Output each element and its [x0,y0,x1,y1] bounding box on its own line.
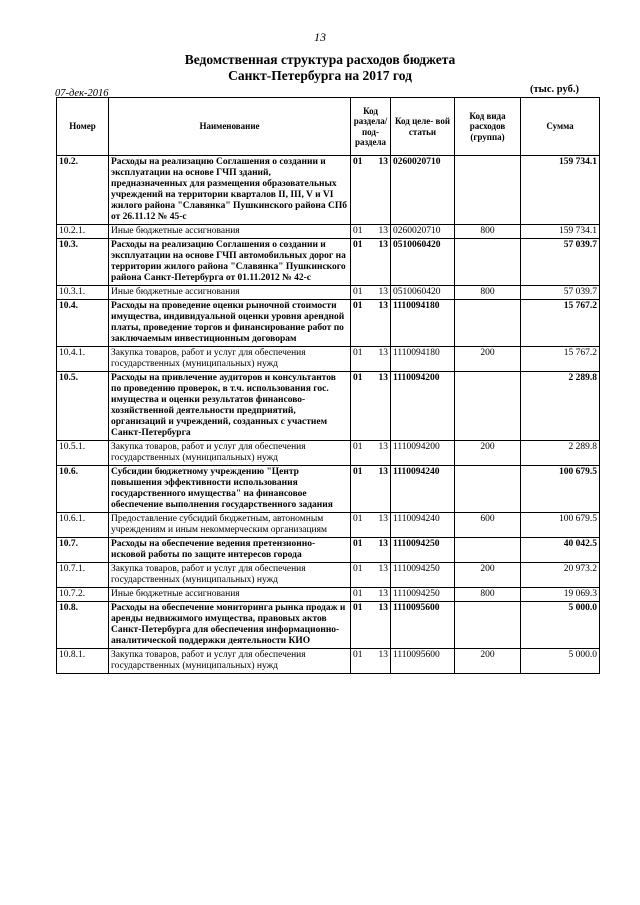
row-section-cell [351,563,391,588]
row-article-code: 0260020710 [391,156,455,225]
row-section-cell [351,649,391,674]
row-amount: 40 042.5 [521,538,600,563]
header-amount: Сумма [521,98,600,156]
table-row [57,466,600,513]
document-title [0,52,640,84]
row-article-code: 1110095600 [391,602,455,649]
row-number: 10.8. [57,602,109,649]
row-name: Закупка товаров, работ и услуг для обеспечения государственных (муниципальных) нужд [109,563,351,588]
budget-table [56,97,600,674]
row-section-cell [351,513,391,538]
row-section-cell [351,225,391,239]
table-row [57,602,600,649]
row-subsection-code: 13 [378,301,388,311]
row-article-code: 1110094200 [391,441,455,466]
document-date: 07-дек-2016 [55,88,109,99]
row-subsection-code: 13 [378,442,388,452]
row-subsection-code: 13 [378,514,388,524]
row-section-code: 01 [353,514,363,524]
row-name: Закупка товаров, работ и услуг для обеспечения государственных (муниципальных) нужд [109,441,351,466]
row-section-code: 01 [353,287,363,297]
row-section-code: 01 [353,348,363,358]
row-subsection-code: 13 [378,348,388,358]
row-expense-type: 200 [455,649,521,674]
row-expense-type [455,372,521,441]
row-section-code: 01 [353,240,363,250]
row-section-cell [351,588,391,602]
row-subsection-code: 13 [378,240,388,250]
row-name: Расходы на обеспечение ведения претензионно-исковой работы по защите интересов города [109,538,351,563]
row-article-code: 1110094180 [391,300,455,347]
row-article-code: 1110094180 [391,347,455,372]
row-article-code: 0510060420 [391,286,455,300]
row-article-code: 1110094240 [391,466,455,513]
row-article-code: 1110094240 [391,513,455,538]
row-name: Иные бюджетные ассигнования [109,286,351,300]
row-section-code: 01 [353,373,363,383]
table-row [57,347,600,372]
table-row [57,538,600,563]
row-article-code: 0510060420 [391,239,455,286]
row-number: 10.8.1. [57,649,109,674]
row-expense-type: 800 [455,225,521,239]
row-section-cell [351,538,391,563]
row-name: Расходы на проведение оценки рыночной стоимости имущества, индивидуальной оценки уровня арендной платы, проведение торгов и финансирование работ по заключаемым инвестиционным договорам [109,300,351,347]
row-name: Субсидии бюджетному учреждению "Центр повышения эффективности использования государственного имущества" на финансовое обеспечение выполнения государственного задания [109,466,351,513]
row-article-code: 0260020710 [391,225,455,239]
row-number: 10.6.1. [57,513,109,538]
row-expense-type [455,239,521,286]
row-name: Иные бюджетные ассигнования [109,588,351,602]
row-name: Иные бюджетные ассигнования [109,225,351,239]
row-number: 10.7.1. [57,563,109,588]
row-amount: 2 289.8 [521,441,600,466]
row-amount: 100 679.5 [521,513,600,538]
row-amount: 100 679.5 [521,466,600,513]
row-expense-type: 200 [455,563,521,588]
row-name: Расходы на реализацию Соглашения о создании и эксплуатации на основе ГЧП зданий, предназначенных для размещения образовательных учреждений на территории кварталов II, III, V и VI жилого района "Славянка" Пушкинского района СПб от 26.11.12 № 45-с [109,156,351,225]
table-row [57,225,600,239]
table-header-row [57,98,600,156]
row-number: 10.4.1. [57,347,109,372]
row-section-cell [351,347,391,372]
row-article-code: 1110094200 [391,372,455,441]
row-subsection-code: 13 [378,157,388,167]
row-subsection-code: 13 [378,589,388,599]
row-expense-type [455,466,521,513]
row-subsection-code: 13 [378,226,388,236]
row-section-code: 01 [353,650,363,660]
row-section-cell [351,602,391,649]
row-section-cell [351,300,391,347]
table-row [57,372,600,441]
row-expense-type [455,300,521,347]
row-amount: 2 289.8 [521,372,600,441]
row-subsection-code: 13 [378,564,388,574]
row-name: Расходы на привлечение аудиторов и консультантов по проведению проверок, в т.ч. использования гос. имущества и оценки результатов финансово-хозяйственной деятельности предприятий, организаций и учреждений, созданных с участием Санкт-Петербурга [109,372,351,441]
header-article: Код целе- вой статьи [391,98,455,156]
table-row [57,588,600,602]
table-row [57,286,600,300]
row-section-cell [351,286,391,300]
row-section-code: 01 [353,589,363,599]
row-subsection-code: 13 [378,603,388,613]
row-amount: 20 973.2 [521,563,600,588]
row-number: 10.3. [57,239,109,286]
row-section-code: 01 [353,564,363,574]
table-row [57,239,600,286]
row-section-cell [351,239,391,286]
row-section-code: 01 [353,603,363,613]
row-name: Закупка товаров, работ и услуг для обеспечения государственных (муниципальных) нужд [109,347,351,372]
row-name: Закупка товаров, работ и услуг для обеспечения государственных (муниципальных) нужд [109,649,351,674]
row-article-code: 1110095600 [391,649,455,674]
row-section-cell [351,441,391,466]
table-row [57,649,600,674]
row-amount: 159 734.1 [521,156,600,225]
row-expense-type: 800 [455,286,521,300]
row-amount: 5 000.0 [521,602,600,649]
row-name: Расходы на реализацию Соглашения о создании и эксплуатации на основе ГЧП автомобильных дорог на территории жилого района "Славянка" Пушкинского района Санкт-Петербурга от 01.11.2012 № 42-с [109,239,351,286]
title-line-1: Ведомственная структура расходов бюджета [184,52,456,67]
row-number: 10.7. [57,538,109,563]
table-row [57,513,600,538]
row-number: 10.5.1. [57,441,109,466]
units-label: (тыс. руб.) [530,84,579,95]
row-section-code: 01 [353,442,363,452]
row-section-code: 01 [353,226,363,236]
row-subsection-code: 13 [378,650,388,660]
row-subsection-code: 13 [378,467,388,477]
row-article-code: 1110094250 [391,538,455,563]
row-number: 10.2.1. [57,225,109,239]
row-section-cell [351,466,391,513]
row-subsection-code: 13 [378,539,388,549]
row-amount: 159 734.1 [521,225,600,239]
table-row [57,300,600,347]
row-section-code: 01 [353,467,363,477]
header-expense-type: Код вида расходов (группа) [455,98,521,156]
row-expense-type [455,156,521,225]
row-article-code: 1110094250 [391,588,455,602]
row-amount: 15 767.2 [521,300,600,347]
header-name: Наименование [109,98,351,156]
row-section-code: 01 [353,301,363,311]
row-section-code: 01 [353,157,363,167]
row-number: 10.6. [57,466,109,513]
page-number: 13 [314,30,326,44]
row-subsection-code: 13 [378,373,388,383]
row-name: Предоставление субсидий бюджетным, автономным учреждениям и иным некоммерческим организациям [109,513,351,538]
row-number: 10.2. [57,156,109,225]
row-number: 10.3.1. [57,286,109,300]
table-body [57,156,600,674]
row-amount: 15 767.2 [521,347,600,372]
row-expense-type: 800 [455,588,521,602]
row-name: Расходы на обеспечение мониторинга рынка продаж и аренды недвижимого имущества, правовых актов Санкт-Петербурга для обеспечения информационно-аналитической поддержки деятельности КИО [109,602,351,649]
table-row [57,441,600,466]
row-expense-type: 200 [455,441,521,466]
row-subsection-code: 13 [378,287,388,297]
title-line-2: Санкт-Петербурга на 2017 год [228,68,412,83]
row-expense-type [455,602,521,649]
row-amount: 57 039.7 [521,239,600,286]
row-amount: 5 000.0 [521,649,600,674]
header-number: Номер [57,98,109,156]
table-row [57,156,600,225]
row-number: 10.4. [57,300,109,347]
row-section-cell [351,372,391,441]
row-section-cell [351,156,391,225]
row-number: 10.7.2. [57,588,109,602]
row-number: 10.5. [57,372,109,441]
row-amount: 57 039.7 [521,286,600,300]
row-expense-type: 600 [455,513,521,538]
header-section: Код раздела/ под- раздела [351,98,391,156]
row-expense-type: 200 [455,347,521,372]
row-article-code: 1110094250 [391,563,455,588]
row-section-code: 01 [353,539,363,549]
table-row [57,563,600,588]
row-amount: 19 069.3 [521,588,600,602]
row-expense-type [455,538,521,563]
